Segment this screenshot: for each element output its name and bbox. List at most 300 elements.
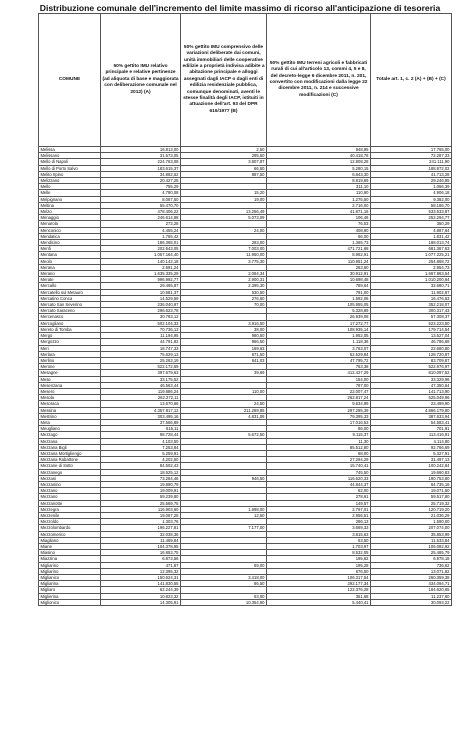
cell-col-b: 10.354,90 [181, 599, 267, 605]
cell-total: 19.071,50 [371, 488, 452, 494]
cell-col-c: 108.935,14 [267, 326, 371, 332]
cell-col-c: 351,68 [267, 593, 371, 599]
cell-col-c: 9.115,37 [267, 432, 371, 438]
cell-comune: Mello [39, 184, 101, 190]
cell-total: 47.350,64 [371, 382, 452, 388]
cell-comune: Mezzolombardo [39, 525, 101, 531]
cell-col-a: 10.581,37 [101, 289, 181, 295]
cell-col-c: 2.716,00 [267, 202, 371, 208]
cell-col-c: 311,10 [267, 184, 371, 190]
cell-total: 41.713,28 [371, 171, 452, 177]
cell-comune: Migliarina [39, 581, 101, 587]
cell-col-a: 59.239,80 [101, 494, 181, 500]
cell-col-b: 15,20 [181, 190, 267, 196]
cell-col-b: 2.900,31 [181, 277, 267, 283]
cell-col-a: 183.615,37 [101, 165, 181, 171]
cell-comune: Merlara [39, 351, 101, 357]
cell-comune: Merano [39, 271, 101, 277]
cell-col-c: 116.620,33 [267, 475, 371, 481]
cell-comune: Meolo [39, 258, 101, 264]
cell-comune: Mese [39, 376, 101, 382]
cell-col-a: 34.882,52 [101, 171, 181, 177]
cell-comune: Mendicino [39, 240, 101, 246]
cell-total: 1.077.225,21 [371, 252, 452, 258]
cell-col-c: 22.007,47 [267, 388, 371, 394]
cell-col-c: 787,00 [267, 382, 371, 388]
cell-total: 11.902,87 [371, 289, 452, 295]
cell-comune: Mezzanino [39, 481, 101, 487]
cell-total: 1.066,39 [371, 184, 452, 190]
cell-col-c: 47.795,72 [267, 357, 371, 363]
cell-col-a: 16.853,75 [101, 550, 181, 556]
cell-comune: Migliarino [39, 562, 101, 568]
cell-col-c: 8.819,69 [267, 178, 371, 184]
cell-col-b: 5.073,09 [181, 215, 267, 221]
header-row [39, 14, 452, 147]
cell-col-c: 292.177,34 [267, 581, 371, 587]
cell-col-c: 62,00 [267, 488, 371, 494]
cell-col-a: 46.563,44 [101, 382, 181, 388]
cell-col-a: 755,29 [101, 184, 181, 190]
cell-comune: Merone [39, 364, 101, 370]
cell-total: 92.766,69 [371, 444, 452, 450]
cell-comune: Migliarino [39, 568, 101, 574]
cell-comune: Mello di Napoli [39, 159, 101, 165]
cell-col-a: 44.791,82 [101, 339, 181, 345]
cell-col-b: 24,50 [181, 401, 267, 407]
cell-col-b: 169,63 [181, 345, 267, 351]
cell-col-a: 522.172,59 [101, 364, 181, 370]
cell-col-c: 676,50 [267, 568, 371, 574]
cell-col-a: 14.529,59 [101, 295, 181, 301]
cell-col-a: 1.765,42 [101, 233, 181, 239]
cell-col-b: 63,00 [181, 593, 267, 599]
cell-col-b: 7.177,00 [181, 525, 267, 531]
cell-col-b: 12,50 [181, 512, 267, 518]
cell-total: 128.720,97 [371, 351, 452, 357]
cell-comune: Mesenzana [39, 382, 101, 388]
cell-total: 810.097,52 [371, 370, 452, 376]
cell-col-c: 17.016,53 [267, 419, 371, 425]
cell-comune: Migliaro [39, 587, 101, 593]
cell-total: 350,29 [371, 221, 452, 227]
cell-col-c: 2.956,51 [267, 512, 371, 518]
cell-total: 13.071,82 [371, 568, 452, 574]
cell-total: 681.367,63 [371, 246, 452, 252]
cell-comune: Mercenasco [39, 314, 101, 320]
cell-col-a: 98.728,44 [101, 432, 181, 438]
cell-col-a: 471,87 [101, 562, 181, 568]
cell-col-a: 186.365,01 [101, 240, 181, 246]
cell-col-b: 110,00 [181, 388, 267, 394]
cell-col-a: 615,11 [101, 426, 181, 432]
cell-col-a: 25.569,75 [101, 500, 181, 506]
cell-comune: Meta [39, 419, 101, 425]
cell-col-c: 278,61 [267, 494, 371, 500]
cell-col-c: 10.698,48 [267, 277, 371, 283]
cell-col-c: 76,53 [267, 221, 371, 227]
cell-total: 83.709,87 [371, 357, 452, 363]
cell-col-c: 63,50 [267, 537, 371, 543]
cell-col-b: 7.003,00 [181, 246, 267, 252]
distribution-table [38, 13, 452, 606]
cell-comune: Melizzano [39, 178, 101, 184]
header-col-total: Totale art. 1, c. 2 (A) + (B) + (C) [371, 14, 452, 147]
cell-comune: Menarola [39, 221, 101, 227]
cell-total: 387.633,94 [371, 413, 452, 419]
cell-comune: Miglionico [39, 599, 101, 605]
cell-total: 1.590,00 [371, 519, 452, 525]
cell-col-a: 7.253,84 [101, 444, 181, 450]
cell-col-c: 263,60 [267, 264, 371, 270]
cell-total: 113.416,91 [371, 432, 452, 438]
cell-total: 19.660,83 [371, 469, 452, 475]
cell-comune: Miasino [39, 550, 101, 556]
cell-total: 241.111,90 [371, 159, 452, 165]
cell-total: 22.680,80 [371, 345, 452, 351]
cell-comune: Mezzana Rabattone [39, 457, 101, 463]
cell-col-c: 27.294,29 [267, 457, 371, 463]
cell-col-a: 397.679,63 [101, 370, 181, 376]
cell-col-b: 211.289,85 [181, 407, 267, 413]
cell-col-b: 283,00 [181, 240, 267, 246]
cell-total: 72.287,33 [371, 153, 452, 159]
cell-total: 4.866.179,90 [371, 407, 452, 413]
cell-comune: Merana [39, 264, 101, 270]
cell-comune: Mezzane di Sotto [39, 463, 101, 469]
cell-total: 46.786,68 [371, 339, 452, 345]
cell-col-b: 4.831,06 [181, 413, 267, 419]
cell-col-a: 13.670,66 [101, 401, 181, 407]
cell-col-c: 1.118,36 [267, 339, 371, 345]
cell-col-a: 303.495,16 [101, 413, 181, 419]
cell-col-a: 18.747,33 [101, 345, 181, 351]
header-col-c: 50% gettito IMU terreni agricoli e fabbricati rurali di cui all'articolo 13, commi 4, 5 e 8, del decreto-legge 6 dicembre 2011, n. 201, convertito con modificazioni dalla legge 22 dicembre 2011, n. 214 e successive modificazioni (C) [267, 14, 371, 147]
cell-comune: Mercogliano [39, 320, 101, 326]
cell-col-a: 119.886,24 [101, 388, 181, 394]
cell-col-a: 70.736,13 [101, 326, 181, 332]
cell-col-c: 1.365,73 [267, 240, 371, 246]
cell-comune: Mezzanego [39, 469, 101, 475]
cell-col-c: 1.592,06 [267, 295, 371, 301]
cell-col-b: 3.418,00 [181, 575, 267, 581]
cell-comune: Mercato Saraceno [39, 308, 101, 314]
cell-total: 4.887,64 [371, 227, 452, 233]
cell-col-a: 84.502,43 [101, 463, 181, 469]
cell-col-a: 4.357.817,12 [101, 407, 181, 413]
cell-col-c: 2.797,01 [267, 506, 371, 512]
cell-col-c: 15.740,41 [267, 463, 371, 469]
cell-comune: Mezzana Mortigliengo [39, 450, 101, 456]
cell-col-c: 66,00 [267, 233, 371, 239]
table-body [39, 147, 452, 606]
cell-total: 207.074,00 [371, 525, 452, 531]
cell-total: 57.308,37 [371, 314, 452, 320]
cell-col-a: 296.623,78 [101, 308, 181, 314]
cell-col-b: 2.395,30 [181, 283, 267, 289]
cell-comune: Mereto di Tomba [39, 326, 101, 332]
cell-col-c: 122.376,28 [267, 587, 371, 593]
cell-comune: Miagliano [39, 537, 101, 543]
cell-total: 13.527,04 [371, 333, 452, 339]
cell-comune: Melpignano [39, 196, 101, 202]
cell-total: 701,91 [371, 426, 452, 432]
cell-col-c: 753,38 [267, 364, 371, 370]
cell-col-c: 68,00 [267, 450, 371, 456]
cell-col-b: 641,03 [181, 357, 267, 363]
cell-col-a: 73.284,46 [101, 475, 181, 481]
cell-total: 100.242,84 [371, 463, 452, 469]
cell-total: 11.533,84 [371, 537, 452, 543]
table-row [39, 599, 452, 605]
cell-comune: Melissa [39, 147, 101, 153]
cell-col-c: 297.285,39 [267, 407, 371, 413]
cell-col-a: 104.378,95 [101, 544, 181, 550]
cell-comune: Mezzano [39, 494, 101, 500]
cell-comune: Mezzegra [39, 506, 101, 512]
cell-total: 54.583,41 [371, 419, 452, 425]
cell-col-a: 273,28 [101, 221, 181, 227]
cell-total: 188.972,02 [371, 165, 452, 171]
cell-comune: Mercatino Conca [39, 295, 101, 301]
cell-col-b: 5.672,50 [181, 432, 267, 438]
cell-comune: Melito Irpino [39, 171, 101, 177]
cell-col-c: 1.275,50 [267, 196, 371, 202]
cell-col-a: 31.573,05 [101, 153, 181, 159]
cell-comune: Melissano [39, 153, 101, 159]
cell-col-c: 948,95 [267, 147, 371, 153]
cell-comune: Mezzenile [39, 512, 101, 518]
cell-comune: Mezzomerico [39, 531, 101, 537]
cell-col-b: 38,00 [181, 326, 267, 332]
cell-col-c: 44.844,37 [267, 481, 371, 487]
cell-col-a: 75.629,13 [101, 351, 181, 357]
cell-col-c: 106,46 [267, 215, 371, 221]
cell-total: 23.499,90 [371, 401, 452, 407]
cell-comune: Meugliano [39, 426, 101, 432]
cell-col-a: 4.780,08 [101, 190, 181, 196]
cell-col-b: 13.256,49 [181, 209, 267, 215]
cell-total: 254.868,72 [371, 258, 452, 264]
cell-col-a: 4.455,24 [101, 227, 181, 233]
cell-col-c: 12.808,28 [267, 159, 371, 165]
cell-comune: Mezzago [39, 432, 101, 438]
cell-col-a: 37.566,89 [101, 419, 181, 425]
cell-col-a: 196.227,81 [101, 525, 181, 531]
cell-total: 58.186,70 [371, 202, 452, 208]
cell-col-c: 8.962,91 [267, 252, 371, 258]
cell-col-c: 3.815,63 [267, 531, 371, 537]
cell-col-b: 66,50 [181, 165, 267, 171]
cell-col-c: 30.912,91 [267, 271, 371, 277]
cell-total: 32.680,71 [371, 283, 452, 289]
cell-total: 522.976,97 [371, 364, 452, 370]
cell-col-c: 11,30 [267, 438, 371, 444]
cell-col-a: 32.038,36 [101, 531, 181, 537]
cell-col-a: 140.142,18 [101, 258, 181, 264]
cell-col-a: 29.495,87 [101, 283, 181, 289]
cell-col-a: 202.643,05 [101, 246, 181, 252]
cell-col-c: 154,00 [267, 376, 371, 382]
cell-comune: Mezzana [39, 438, 101, 444]
cell-total: 29.246,95 [371, 178, 452, 184]
cell-col-a: 20.427,28 [101, 178, 181, 184]
cell-col-a: 478.406,22 [101, 209, 181, 215]
cell-total: 35.853,99 [371, 531, 452, 537]
cell-total: 4.906,18 [371, 190, 452, 196]
cell-total: 11.237,60 [371, 593, 452, 599]
cell-comune: Menfi [39, 246, 101, 252]
cell-total: 179.714,54 [371, 326, 452, 332]
cell-total: 736,62 [371, 562, 452, 568]
cell-col-a: 4.103,50 [101, 438, 181, 444]
cell-comune: Mezzani [39, 475, 101, 481]
cell-total: 31.497,13 [371, 457, 452, 463]
cell-comune: Merate [39, 277, 101, 283]
cell-col-a: 30.783,12 [101, 314, 181, 320]
cell-col-a: 10.823,32 [101, 593, 181, 599]
cell-total: 59.517,80 [371, 494, 452, 500]
cell-col-a: 6.873,56 [101, 556, 181, 562]
cell-col-a: 16.813,00 [101, 147, 181, 153]
cell-col-a: 2.691,24 [101, 264, 181, 270]
cell-col-a: 116.903,60 [101, 506, 181, 512]
cell-col-a: 19.067,28 [101, 512, 181, 518]
cell-col-a: 12.395,32 [101, 568, 181, 574]
cell-comune: Menconico [39, 227, 101, 233]
cell-total: 21.036,29 [371, 512, 452, 518]
cell-col-a: 19.890,79 [101, 481, 181, 487]
cell-col-a: 19.009,91 [101, 488, 181, 494]
cell-comune: Mezzanotte [39, 500, 101, 506]
cell-col-a: 11.194,95 [101, 333, 181, 339]
cell-total: 184.620,65 [371, 587, 452, 593]
cell-total: 1.831,42 [371, 233, 452, 239]
cell-comune: Mesagne [39, 370, 101, 376]
cell-total: 252.294,77 [371, 215, 452, 221]
cell-comune: Miglierina [39, 593, 101, 599]
cell-comune: Mercallo [39, 283, 101, 289]
cell-comune: Miane [39, 544, 101, 550]
cell-col-a: 236.040,97 [101, 302, 181, 308]
cell-col-a: 11.469,84 [101, 537, 181, 543]
cell-col-a: 25.263,19 [101, 357, 181, 363]
cell-total: 300.317,43 [371, 308, 452, 314]
cell-comune: Mercato San Severino [39, 302, 101, 308]
cell-col-c: 6.843,30 [267, 171, 371, 177]
cell-col-c: 791,00 [267, 289, 371, 295]
cell-col-c: 408,90 [267, 227, 371, 233]
cell-comune: Mercatello sul Metauro [39, 289, 101, 295]
cell-col-b: 295,50 [181, 153, 267, 159]
cell-comune: Meri [39, 345, 101, 351]
cell-col-b: 671,50 [181, 351, 267, 357]
cell-total: 141.713,90 [371, 388, 452, 394]
cell-col-a: 996.992,77 [101, 277, 181, 283]
cell-col-c: 471.721,68 [267, 246, 371, 252]
cell-total: 120.719,20 [371, 506, 452, 512]
cell-total: 190.753,80 [371, 475, 452, 481]
cell-comune: Mello di Porto Salvo [39, 165, 101, 171]
cell-col-a: 18.525,12 [101, 469, 181, 475]
cell-col-a: 4.202,50 [101, 457, 181, 463]
cell-col-b: 3.807,87 [181, 159, 267, 165]
cell-comune: Mesola [39, 395, 101, 401]
cell-col-b: 966,50 [181, 339, 267, 345]
cell-col-a: 141.830,55 [101, 581, 181, 587]
header-col-b: 50% gettito IMU comprensivo delle variazioni deliberate dai comuni, unità immobiliari delle cooperative edilizie a proprietà indivisa adibite a abitazione principale e alloggi assegnati dagli IACP o dagli enti di edilizia residenziale pubblica, comunque denominati, aventi le stesse finalità degli IACP, istituiti in attuazione dell'art. 93 del DPR 616/1977 (B) [181, 14, 267, 147]
cell-comune: Mergozzo [39, 339, 101, 345]
cell-col-b: 276,60 [181, 295, 267, 301]
cell-col-b: 946,50 [181, 475, 267, 481]
cell-col-b: 86,50 [181, 581, 267, 587]
cell-total: 5.327,91 [371, 450, 452, 456]
cell-col-c: 86,00 [267, 426, 371, 432]
cell-col-a: 8.087,50 [101, 196, 181, 202]
cell-col-a: 502.104,33 [101, 320, 181, 326]
cell-total: 6.978,18 [371, 556, 452, 562]
cell-col-c: 105.955,05 [267, 302, 371, 308]
cell-col-a: 33.175,52 [101, 376, 181, 382]
cell-col-b: 24,00 [181, 227, 267, 233]
cell-col-a: 1.303,76 [101, 519, 181, 525]
cell-col-a: 262.272,11 [101, 395, 181, 401]
cell-col-a: 62.244,39 [101, 587, 181, 593]
cell-col-c: 286,13 [267, 519, 371, 525]
cell-col-c: 40.418,78 [267, 153, 371, 159]
cell-total: 533.533,87 [371, 209, 452, 215]
cell-col-c: 5.328,89 [267, 308, 371, 314]
cell-comune: Mezzana Bigli [39, 444, 101, 450]
cell-total: 64.735,16 [371, 481, 452, 487]
cell-col-b: 19,00 [181, 196, 267, 202]
cell-total: 16.476,53 [371, 295, 452, 301]
cell-col-c: 1.952,05 [267, 333, 371, 339]
cell-col-c: 110.951,24 [267, 258, 371, 264]
cell-comune: Meltina [39, 202, 101, 208]
cell-col-c: 5.440,41 [267, 599, 371, 605]
cell-col-c: 745,50 [267, 469, 371, 475]
cell-total: 106.082,92 [371, 544, 452, 550]
cell-comune: Menaggio [39, 215, 101, 221]
cell-col-c: 789,64 [267, 283, 371, 289]
cell-col-c: 110,90 [267, 190, 371, 196]
cell-col-c: 85.512,80 [267, 444, 371, 450]
cell-comune: Mergo [39, 333, 101, 339]
cell-col-a: 14.305,91 [101, 599, 181, 605]
cell-col-c: 195,62 [267, 556, 371, 562]
cell-comune: Mendatica [39, 233, 101, 239]
cell-col-a: 55.470,70 [101, 202, 181, 208]
header-col-a: 50% gettito IMU relativo principale e relative pertinenze (ad aliquota di base e maggiorata con deliberazione comunale nel 2012) (A) [101, 14, 181, 147]
cell-col-c: 3.763,07 [267, 345, 371, 351]
cell-comune: Mesero [39, 388, 101, 394]
cell-col-a: 246.614,88 [101, 215, 181, 221]
cell-total: 4.114,80 [371, 438, 452, 444]
cell-total: 1.010.200,64 [371, 277, 452, 283]
cell-total: 1.667.863,54 [371, 271, 452, 277]
cell-total: 352.218,07 [371, 302, 452, 308]
cell-col-a: 5.259,91 [101, 450, 181, 456]
cell-comune: Messina [39, 407, 101, 413]
header-comune: COMUNE [39, 14, 101, 147]
cell-col-a: 150.624,31 [101, 575, 181, 581]
cell-col-a: 1.057.164,40 [101, 252, 181, 258]
cell-comune: Mesoraca [39, 401, 101, 407]
cell-comune: Melzo [39, 209, 101, 215]
cell-col-c: 26.939,08 [267, 314, 371, 320]
cell-total: 17.765,00 [371, 147, 452, 153]
